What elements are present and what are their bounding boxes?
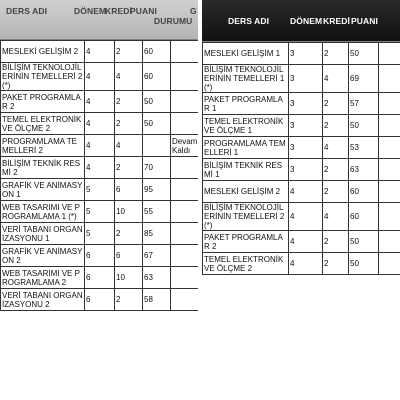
right-cell-extra [379, 115, 400, 137]
left-cell-durumu [171, 201, 199, 223]
left-cell-ders-adi: WEB TASARIMI VE PROGRAMLAMA 2 [1, 267, 85, 289]
right-cell-puani: 60 [349, 203, 379, 231]
right-cell-ders-adi: BİLİŞİM TEKNİK RESMİ 1 [203, 159, 289, 181]
left-table-row [1, 223, 199, 245]
left-cell-durumu [171, 223, 199, 245]
left-cell-durumu [171, 41, 199, 63]
right-cell-kredi: 2 [323, 253, 349, 275]
left-table-row [1, 63, 199, 91]
right-cell-ders-adi: MESLEKİ GELİŞİM 2 [203, 181, 289, 203]
left-cell-puani: 63 [143, 267, 171, 289]
left-cell-kredi: 2 [115, 157, 143, 179]
right-cell-extra [379, 159, 400, 181]
right-cell-ders-adi: TEMEL ELEKTRONİK VE ÖLÇME 1 [203, 115, 289, 137]
right-cell-puani: 50 [349, 115, 379, 137]
right-cell-kredi: 4 [323, 65, 349, 93]
left-cell-kredi: 10 [115, 267, 143, 289]
left-cell-kredi: 2 [115, 289, 143, 311]
right-cell-puani: 57 [349, 93, 379, 115]
left-cell-puani: 50 [143, 91, 171, 113]
right-cell-kredi: 4 [323, 137, 349, 159]
left-cell-durumu [171, 63, 199, 91]
left-header-ders-adi: DERS ADI [6, 6, 48, 16]
left-cell-ders-adi: GRAFİK VE ANİMASYON 2 [1, 245, 85, 267]
right-cell-extra [379, 43, 400, 65]
left-cell-kredi: 2 [115, 113, 143, 135]
left-cell-kredi: 4 [115, 135, 143, 157]
left-table-row [1, 179, 199, 201]
right-cell-kredi: 2 [323, 93, 349, 115]
right-cell-donem: 4 [289, 203, 323, 231]
left-table-row [1, 113, 199, 135]
left-cell-kredi: 2 [115, 41, 143, 63]
right-cell-ders-adi: MESLEKİ GELİŞİM 1 [203, 43, 289, 65]
left-grades-panel [0, 0, 198, 400]
right-table-row [203, 181, 400, 203]
left-cell-ders-adi: TEMEL ELEKTRONİK VE ÖLÇME 2 [1, 113, 85, 135]
left-cell-puani: 50 [143, 113, 171, 135]
left-cell-durumu [171, 267, 199, 289]
left-header-puani: PUANI [130, 6, 157, 16]
right-cell-extra [379, 203, 400, 231]
right-cell-ders-adi: BİLİŞİM TEKNOLOJİLERİNİN TEMELLERİ 1 (*) [203, 65, 289, 93]
left-cell-donem: 4 [85, 91, 115, 113]
right-table-row [203, 231, 400, 253]
left-cell-durumu [171, 179, 199, 201]
right-table-header [202, 0, 400, 42]
right-cell-extra [379, 137, 400, 159]
right-table-row [203, 93, 400, 115]
left-cell-kredi: 2 [115, 223, 143, 245]
left-cell-puani: 95 [143, 179, 171, 201]
right-table-row [203, 137, 400, 159]
right-cell-kredi: 2 [323, 115, 349, 137]
left-cell-ders-adi: GRAFİK VE ANİMASYON 1 [1, 179, 85, 201]
right-cell-kredi: 2 [323, 159, 349, 181]
right-cell-puani: 50 [349, 253, 379, 275]
left-header-kredi: KREDİ [105, 6, 132, 16]
right-cell-donem: 3 [289, 137, 323, 159]
left-table-row [1, 201, 199, 223]
right-cell-ders-adi: PAKET PROGRAMLAR 2 [203, 231, 289, 253]
left-table-row [1, 157, 199, 179]
right-cell-puani: 50 [349, 43, 379, 65]
left-cell-ders-adi: VERİ TABANI ORGANİZASYONU 2 [2, 290, 83, 309]
right-table-row [203, 65, 400, 93]
left-table-row [1, 135, 199, 157]
left-cell-ders-adi: PROGRAMLAMA TEMELLERİ 2 [1, 135, 85, 157]
left-cell-ders-adi: VERİ TABANI ORGANİZASYONU 1 [2, 224, 83, 243]
left-cell-donem: 6 [85, 289, 115, 311]
right-cell-puani: 60 [349, 181, 379, 203]
left-cell-kredi: 4 [115, 63, 143, 91]
right-cell-extra [379, 181, 400, 203]
right-cell-ders-adi: TEMEL ELEKTRONİK VE ÖLÇME 2 [203, 253, 289, 275]
left-header-extra: G [190, 6, 197, 16]
left-cell-puani: 60 [143, 63, 171, 91]
left-cell-donem: 4 [85, 135, 115, 157]
left-cell-donem: 5 [85, 179, 115, 201]
left-cell-puani [143, 135, 171, 157]
right-table-row [203, 43, 400, 65]
left-cell-durumu [171, 245, 199, 267]
right-table-row [203, 253, 400, 275]
right-cell-donem: 4 [289, 181, 323, 203]
right-cell-kredi: 2 [323, 231, 349, 253]
left-header-donem: DÖNEM [74, 6, 107, 16]
right-header-puani: PUANI [351, 16, 378, 26]
right-cell-extra [379, 231, 400, 253]
left-cell-ders-adi: BİLİŞİM TEKNOLOJİLERİNİN TEMELLERİ 2 (*) [1, 63, 85, 91]
right-cell-puani: 63 [349, 159, 379, 181]
right-header-ders-adi: DERS ADI [228, 16, 270, 26]
right-cell-ders-adi: BİLİŞİM TEKNOLOJİLERİNİN TEMELLERİ 2 (*) [203, 203, 289, 231]
left-cell-ders-adi: WEB TASARIMI VE PROGRAMLAMA 1 (*) [1, 201, 85, 223]
left-cell-kredi: 6 [115, 179, 143, 201]
right-table-row [203, 159, 400, 181]
right-table-row [203, 203, 400, 231]
left-cell-donem: 4 [85, 113, 115, 135]
left-grades-table [0, 40, 198, 311]
right-cell-extra [379, 65, 400, 93]
right-cell-donem: 4 [289, 231, 323, 253]
right-cell-extra [379, 253, 400, 275]
right-cell-donem: 3 [289, 115, 323, 137]
left-cell-durumu: Devam Kaldı [171, 135, 199, 157]
right-cell-donem: 4 [289, 253, 323, 275]
right-cell-ders-adi: PAKET PROGRAMLAR 1 [203, 93, 289, 115]
right-header-kredi: KREDİ [323, 16, 350, 26]
left-cell-puani: 58 [143, 289, 171, 311]
left-cell-kredi: 10 [115, 201, 143, 223]
right-cell-donem: 3 [289, 93, 323, 115]
left-cell-puani: 70 [143, 157, 171, 179]
right-cell-puani: 50 [349, 231, 379, 253]
left-cell-durumu [171, 289, 199, 311]
left-table-row [1, 267, 199, 289]
left-cell-durumu [171, 113, 199, 135]
left-cell-durumu [171, 157, 199, 179]
right-cell-donem: 3 [289, 159, 323, 181]
left-cell-ders-adi: MESLEKİ GELİŞİM 2 [1, 41, 85, 63]
right-cell-puani: 53 [349, 137, 379, 159]
left-table-row [1, 289, 199, 311]
right-cell-donem: 3 [289, 65, 323, 93]
left-table-row [1, 245, 199, 267]
left-cell-kredi: 2 [115, 91, 143, 113]
left-cell-donem: 4 [85, 41, 115, 63]
right-cell-kredi: 4 [323, 203, 349, 231]
left-cell-kredi: 6 [115, 245, 143, 267]
left-cell-donem: 5 [85, 223, 115, 245]
left-cell-donem: 4 [85, 63, 115, 91]
left-cell-puani: 55 [143, 201, 171, 223]
left-cell-puani: 60 [143, 41, 171, 63]
left-cell-durumu [171, 91, 199, 113]
left-cell-ders-adi: BİLİŞİM TEKNİK RESMİ 2 [1, 157, 85, 179]
right-cell-kredi: 2 [323, 181, 349, 203]
right-grades-panel [202, 0, 400, 400]
left-cell-ders-adi: PAKET PROGRAMLAR 2 [1, 91, 85, 113]
right-cell-extra [379, 93, 400, 115]
left-table-row [1, 41, 199, 63]
left-cell-puani: 85 [143, 223, 171, 245]
right-cell-puani: 69 [349, 65, 379, 93]
right-grades-table [202, 42, 400, 275]
left-cell-donem: 6 [85, 267, 115, 289]
right-cell-kredi: 2 [323, 43, 349, 65]
right-header-donem: DÖNEM [290, 16, 323, 26]
left-table-header [0, 0, 198, 40]
left-cell-donem: 4 [85, 157, 115, 179]
right-cell-ders-adi: PROGRAMLAMA TEMELLERİ 1 [203, 137, 289, 159]
right-table-row [203, 115, 400, 137]
left-header-durumu: DURUMU [154, 16, 193, 26]
right-cell-donem: 3 [289, 43, 323, 65]
left-cell-puani: 67 [143, 245, 171, 267]
left-cell-donem: 6 [85, 245, 115, 267]
left-table-row [1, 91, 199, 113]
left-cell-donem: 5 [85, 201, 115, 223]
